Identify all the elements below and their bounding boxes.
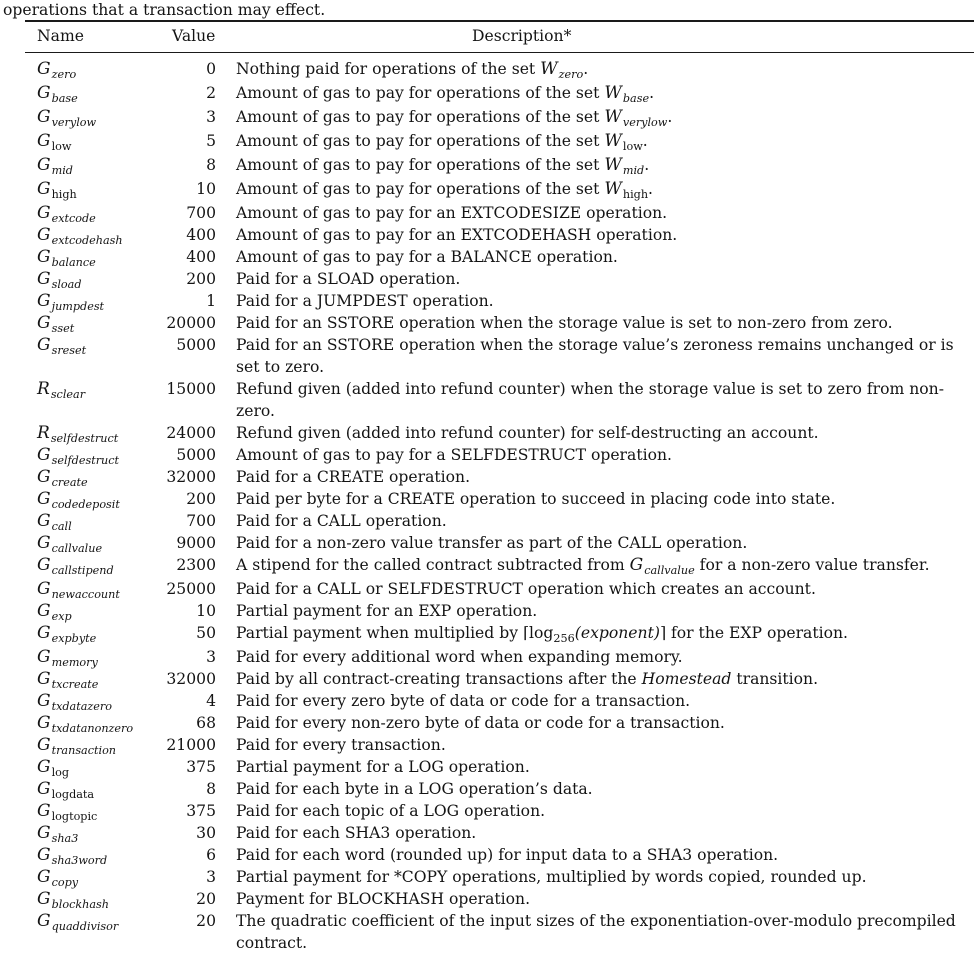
parameter-value: 30 <box>196 824 216 842</box>
symbol-base: G <box>37 247 51 267</box>
parameter-value: 20 <box>196 912 216 930</box>
description-text: Refund given (added into refund counter) for self-destructing an account. <box>236 424 819 442</box>
set-symbol-subscript: zero <box>558 68 584 81</box>
parameter-description <box>236 646 956 668</box>
parameter-value: 8 <box>206 780 216 798</box>
description-text: A stipend for the called contract subtracted from <box>236 556 630 574</box>
description-text-end: for a non-zero value transfer. <box>694 556 930 574</box>
symbol-subscript: extcodehash <box>51 234 123 247</box>
parameter-symbol <box>37 800 97 824</box>
symbol-base: G <box>37 691 51 711</box>
symbol-base: G <box>37 911 51 931</box>
header-value: Value <box>172 27 216 45</box>
symbol-subscript: newaccount <box>51 588 120 601</box>
description-text: Paid for every zero byte of data or code for a transaction. <box>236 692 691 710</box>
description-text-end: . <box>667 108 673 126</box>
table-row <box>0 422 974 444</box>
parameter-description <box>236 910 956 954</box>
symbol-base: G <box>37 889 51 909</box>
symbol-base: G <box>37 867 51 887</box>
parameter-value: 25000 <box>166 580 216 598</box>
description-text: Amount of gas to pay for an EXTCODESIZE operation. <box>236 204 668 222</box>
symbol-subscript: sclear <box>50 388 86 401</box>
parameter-description <box>236 622 956 646</box>
symbol-subscript: logdata <box>51 788 95 801</box>
parameter-description <box>236 378 956 422</box>
description-text: Amount of gas to pay for operations of the set <box>236 84 605 102</box>
symbol-base: G <box>37 713 51 733</box>
parameter-symbol <box>37 488 120 512</box>
parameter-symbol <box>37 154 73 178</box>
parameter-value: 3 <box>206 868 216 886</box>
table-row <box>0 202 974 224</box>
description-text: Paid for every transaction. <box>236 736 446 754</box>
symbol-base: G <box>37 801 51 821</box>
parameter-symbol <box>37 130 71 154</box>
symbol-base: G <box>37 59 51 79</box>
symbol-subscript: sreset <box>51 344 87 357</box>
parameter-value: 400 <box>186 226 216 244</box>
symbol-base: G <box>37 533 51 553</box>
table-row <box>0 312 974 334</box>
parameter-value: 5000 <box>176 336 216 354</box>
parameter-value: 8 <box>206 156 216 174</box>
symbol-subscript: logtopic <box>51 810 98 823</box>
parameter-symbol <box>37 668 98 692</box>
symbol-base: G <box>37 579 51 599</box>
set-symbol-subscript: callvalue <box>644 564 695 577</box>
parameter-value: 32000 <box>166 468 216 486</box>
set-symbol-subscript: verylow <box>622 116 668 129</box>
symbol-base: G <box>37 131 51 151</box>
parameter-description <box>236 734 956 756</box>
parameter-value: 700 <box>186 512 216 530</box>
parameter-description <box>236 58 956 82</box>
set-symbol-base: W <box>540 59 558 79</box>
parameter-value: 4 <box>206 692 216 710</box>
symbol-subscript: transaction <box>51 744 117 757</box>
parameter-description <box>236 712 956 734</box>
symbol-subscript: codedeposit <box>51 498 120 511</box>
table-row <box>0 600 974 622</box>
description-text: Amount of gas to pay for operations of the set <box>236 180 605 198</box>
parameter-description <box>236 290 956 312</box>
parameter-symbol <box>37 466 88 490</box>
symbol-base: G <box>37 291 51 311</box>
parameter-description <box>236 532 956 554</box>
symbol-subscript: txcreate <box>51 678 99 691</box>
parameter-symbol <box>37 58 76 82</box>
parameter-description <box>236 154 956 178</box>
symbol-subscript: zero <box>51 68 77 81</box>
description-text: Paid for an SSTORE operation when the storage value is set to non-zero from zero. <box>236 314 893 332</box>
symbol-subscript: sha3word <box>51 854 108 867</box>
parameter-description <box>236 510 956 532</box>
parameter-value: 21000 <box>166 736 216 754</box>
symbol-base: G <box>37 623 51 643</box>
set-symbol-base: W <box>604 107 622 127</box>
symbol-base: G <box>37 155 51 175</box>
table-row <box>0 154 974 178</box>
description-text: Refund given (added into refund counter) when the storage value is set to zero from non-zero. <box>236 380 944 420</box>
fee-table <box>0 58 974 954</box>
parameter-value: 10 <box>196 602 216 620</box>
description-text: Paid for a CALL or SELFDESTRUCT operation which creates an account. <box>236 580 816 598</box>
table-row <box>0 888 974 910</box>
description-text: Paid for each byte in a LOG operation’s data. <box>236 780 593 798</box>
description-text-end: . <box>648 180 653 198</box>
set-symbol-subscript: base <box>622 92 650 105</box>
symbol-base: G <box>37 107 51 127</box>
table-row <box>0 646 974 668</box>
header-description: Description* <box>472 27 572 45</box>
parameter-symbol <box>37 290 104 314</box>
table-row <box>0 58 974 82</box>
symbol-subscript: log <box>51 766 70 779</box>
parameter-value: 700 <box>186 204 216 222</box>
table-row <box>0 444 974 466</box>
header-rule <box>25 52 974 53</box>
description-text: Payment for BLOCKHASH operation. <box>236 890 531 908</box>
table-row <box>0 224 974 246</box>
parameter-value: 200 <box>186 490 216 508</box>
description-text: Partial payment for an EXP operation. <box>236 602 538 620</box>
parameter-description <box>236 422 956 444</box>
parameter-description <box>236 106 956 130</box>
parameter-description <box>236 246 956 268</box>
parameter-symbol <box>37 888 109 912</box>
symbol-base: R <box>37 423 50 443</box>
symbol-subscript: base <box>51 92 78 105</box>
table-row <box>0 578 974 600</box>
parameter-description <box>236 488 956 510</box>
parameter-symbol <box>37 82 78 106</box>
table-row <box>0 82 974 106</box>
parameter-description <box>236 444 956 466</box>
parameter-description <box>236 202 956 224</box>
parameter-description <box>236 334 956 378</box>
parameter-description <box>236 756 956 778</box>
set-symbol-base: W <box>604 131 622 151</box>
symbol-subscript: expbyte <box>51 632 97 645</box>
parameter-symbol <box>37 554 114 578</box>
parameter-value: 10 <box>196 180 216 198</box>
parameter-description <box>236 578 956 600</box>
parameter-value: 24000 <box>166 424 216 442</box>
table-row <box>0 130 974 154</box>
parameter-value: 375 <box>186 758 216 776</box>
set-symbol-base: W <box>604 155 622 175</box>
symbol-subscript: memory <box>51 656 98 669</box>
symbol-base: G <box>37 845 51 865</box>
parameter-symbol <box>37 422 118 446</box>
table-row <box>0 910 974 954</box>
parameter-description <box>236 800 956 822</box>
symbol-base: G <box>37 647 51 667</box>
symbol-subscript: verylow <box>51 116 97 129</box>
description-text: Paid for a SLOAD operation. <box>236 270 461 288</box>
description-text: Paid for each word (rounded up) for input data to a SHA3 operation. <box>236 846 779 864</box>
symbol-subscript: callstipend <box>51 564 114 577</box>
symbol-subscript: create <box>51 476 88 489</box>
symbol-subscript: balance <box>51 256 96 269</box>
parameter-symbol <box>37 178 77 202</box>
description-text-end: . <box>649 84 655 102</box>
table-row <box>0 778 974 800</box>
symbol-subscript: call <box>51 520 72 533</box>
symbol-base: G <box>37 735 51 755</box>
parameter-value: 2300 <box>176 556 216 574</box>
parameter-description <box>236 312 956 334</box>
description-text: Paid for a CREATE operation. <box>236 468 471 486</box>
table-row <box>0 532 974 554</box>
table-row <box>0 246 974 268</box>
table-row <box>0 756 974 778</box>
description-text-end: . <box>583 60 589 78</box>
set-symbol-base: G <box>629 555 644 575</box>
symbol-base: G <box>37 779 51 799</box>
table-row <box>0 510 974 532</box>
top-rule <box>25 20 974 22</box>
parameter-description <box>236 268 956 290</box>
parameter-symbol <box>37 622 96 646</box>
description-text-end: ⌉ for the EXP operation. <box>659 624 848 642</box>
symbol-subscript: callvalue <box>51 542 103 555</box>
table-row <box>0 866 974 888</box>
symbol-base: G <box>37 467 51 487</box>
description-emphasis: Homestead <box>641 670 732 688</box>
symbol-base: G <box>37 269 51 289</box>
parameter-value: 5 <box>206 132 216 150</box>
parameter-value: 1 <box>206 292 216 310</box>
parameter-description <box>236 866 956 888</box>
parameter-symbol <box>37 378 85 402</box>
table-row <box>0 712 974 734</box>
parameter-symbol <box>37 202 96 226</box>
parameter-description <box>236 600 956 622</box>
table-row <box>0 106 974 130</box>
symbol-base: G <box>37 445 51 465</box>
symbol-base: G <box>37 489 51 509</box>
parameter-symbol <box>37 510 72 534</box>
symbol-base: G <box>37 313 51 333</box>
symbol-subscript: sset <box>51 322 75 335</box>
symbol-subscript: blockhash <box>51 898 109 911</box>
parameter-description <box>236 822 956 844</box>
symbol-subscript: copy <box>51 876 79 889</box>
description-text: Paid for every non-zero byte of data or code for a transaction. <box>236 714 725 732</box>
symbol-base: G <box>37 601 51 621</box>
parameter-description <box>236 888 956 910</box>
table-row <box>0 378 974 422</box>
symbol-base: G <box>37 669 51 689</box>
description-text-end: . <box>642 132 648 150</box>
parameter-symbol <box>37 646 98 670</box>
description-text: Paid for every additional word when expanding memory. <box>236 648 683 666</box>
description-text: Nothing paid for operations of the set <box>236 60 541 78</box>
description-text: Partial payment for a LOG operation. <box>236 758 530 776</box>
parameter-symbol <box>37 268 81 292</box>
parameter-symbol <box>37 690 112 714</box>
symbol-base: G <box>37 335 51 355</box>
table-row <box>0 800 974 822</box>
parameter-value: 200 <box>186 270 216 288</box>
symbol-subscript: quaddivisor <box>51 920 119 933</box>
table-row <box>0 668 974 690</box>
parameter-description <box>236 554 956 578</box>
parameter-description <box>236 844 956 866</box>
header-name: Name <box>37 27 84 45</box>
parameter-value: 5000 <box>176 446 216 464</box>
table-row <box>0 734 974 756</box>
parameter-value: 3 <box>206 648 216 666</box>
symbol-base: G <box>37 225 51 245</box>
description-text: Paid for each topic of a LOG operation. <box>236 802 546 820</box>
parameter-value: 400 <box>186 248 216 266</box>
parameter-value: 68 <box>196 714 216 732</box>
set-symbol-base: W <box>604 179 622 199</box>
parameter-description <box>236 178 956 202</box>
parameter-value: 20000 <box>166 314 216 332</box>
parameter-symbol <box>37 866 78 890</box>
symbol-subscript: sload <box>51 278 82 291</box>
table-row <box>0 466 974 488</box>
symbol-subscript: txdatanonzero <box>51 722 134 735</box>
parameter-symbol <box>37 712 133 736</box>
symbol-subscript: high <box>51 188 77 201</box>
parameter-description <box>236 778 956 800</box>
description-text: Paid for a JUMPDEST operation. <box>236 292 494 310</box>
description-text: Amount of gas to pay for operations of the set <box>236 108 605 126</box>
set-symbol-subscript: mid <box>622 164 645 177</box>
log-subscript: 256 <box>553 632 575 645</box>
description-text: Paid for a non-zero value transfer as part of the CALL operation. <box>236 534 748 552</box>
parameter-value: 0 <box>206 60 216 78</box>
parameter-value: 32000 <box>166 670 216 688</box>
parameter-value: 6 <box>206 846 216 864</box>
parameter-symbol <box>37 532 102 556</box>
parameter-symbol <box>37 224 123 248</box>
table-row <box>0 554 974 578</box>
symbol-subscript: mid <box>51 164 73 177</box>
parameter-description <box>236 224 956 246</box>
parameter-symbol <box>37 444 119 468</box>
parameter-symbol <box>37 778 94 802</box>
symbol-subscript: extcode <box>51 212 96 225</box>
symbol-base: G <box>37 555 51 575</box>
symbol-subscript: selfdestruct <box>50 432 119 445</box>
symbol-subscript: txdatazero <box>51 700 112 713</box>
parameter-value: 15000 <box>166 380 216 398</box>
parameter-symbol <box>37 578 120 602</box>
table-row <box>0 690 974 712</box>
symbol-base: G <box>37 511 51 531</box>
table-row <box>0 844 974 866</box>
parameter-value: 3 <box>206 108 216 126</box>
description-text: Paid by all contract-creating transactions after the <box>236 670 642 688</box>
description-text: Paid for an SSTORE operation when the storage value’s zeroness remains unchanged or is set to zero. <box>236 336 954 376</box>
description-text: Amount of gas to pay for operations of the set <box>236 156 605 174</box>
parameter-symbol <box>37 756 69 780</box>
parameter-description <box>236 690 956 712</box>
parameter-symbol <box>37 334 86 358</box>
symbol-subscript: jumpdest <box>51 300 105 313</box>
description-text: Paid for a CALL operation. <box>236 512 447 530</box>
description-text: Amount of gas to pay for operations of the set <box>236 132 605 150</box>
parameter-symbol <box>37 844 107 868</box>
table-row <box>0 822 974 844</box>
description-text: Partial payment for *COPY operations, multiplied by words copied, rounded up. <box>236 868 867 886</box>
table-row <box>0 334 974 378</box>
parameter-value: 9000 <box>176 534 216 552</box>
parameter-symbol <box>37 910 118 934</box>
table-row <box>0 178 974 202</box>
symbol-subscript: sha3 <box>51 832 79 845</box>
parameter-value: 375 <box>186 802 216 820</box>
description-text-end: . <box>644 156 650 174</box>
parameter-description <box>236 130 956 154</box>
parameter-description <box>236 668 956 690</box>
description-text: Amount of gas to pay for an EXTCODEHASH operation. <box>236 226 678 244</box>
log-argument: (exponent) <box>574 624 660 642</box>
table-caption: operations that a transaction may effect. <box>3 1 326 19</box>
table-row <box>0 290 974 312</box>
symbol-base: G <box>37 757 51 777</box>
symbol-base: G <box>37 823 51 843</box>
parameter-symbol <box>37 600 72 624</box>
parameter-value: 2 <box>206 84 216 102</box>
description-text: Paid per byte for a CREATE operation to succeed in placing code into state. <box>236 490 836 508</box>
parameter-symbol <box>37 734 116 758</box>
description-text: Amount of gas to pay for a BALANCE operation. <box>236 248 618 266</box>
parameter-value: 20 <box>196 890 216 908</box>
symbol-base: R <box>37 379 50 399</box>
table-row <box>0 622 974 646</box>
table-row <box>0 488 974 510</box>
parameter-symbol <box>37 822 78 846</box>
parameter-value: 50 <box>196 624 216 642</box>
set-symbol-subscript: low <box>622 140 643 153</box>
description-text: Paid for each SHA3 operation. <box>236 824 477 842</box>
description-text: The quadratic coefficient of the input sizes of the exponentiation-over-modulo precompiled contract. <box>236 912 956 952</box>
description-text: Amount of gas to pay for a SELFDESTRUCT operation. <box>236 446 672 464</box>
parameter-symbol <box>37 246 96 270</box>
symbol-subscript: exp <box>51 610 72 623</box>
parameter-symbol <box>37 106 96 130</box>
parameter-symbol <box>37 312 74 336</box>
set-symbol-base: W <box>604 83 622 103</box>
description-text: Partial payment when multiplied by ⌈log <box>236 624 554 642</box>
table-row <box>0 268 974 290</box>
symbol-base: G <box>37 83 51 103</box>
parameter-description <box>236 82 956 106</box>
set-symbol-subscript: high <box>622 188 649 201</box>
symbol-subscript: low <box>51 140 72 153</box>
description-text-end: transition. <box>731 670 819 688</box>
parameter-description <box>236 466 956 488</box>
symbol-subscript: selfdestruct <box>51 454 120 467</box>
symbol-base: G <box>37 203 51 223</box>
symbol-base: G <box>37 179 51 199</box>
